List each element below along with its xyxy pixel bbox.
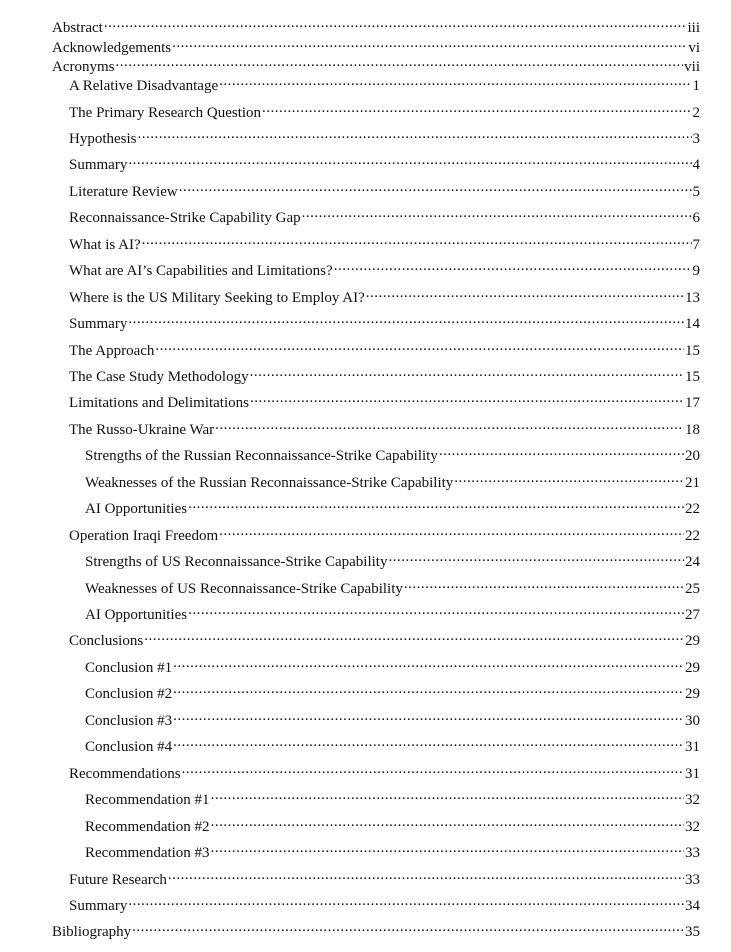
toc-entry[interactable] <box>69 176 700 200</box>
toc-entry[interactable] <box>69 308 700 332</box>
toc-entry[interactable] <box>69 229 700 253</box>
toc-entry[interactable] <box>69 202 700 227</box>
toc-entry-title: Conclusion #1 <box>85 659 173 676</box>
toc-entry-page-number: 4 <box>692 157 700 174</box>
toc-entry-page-number: 32 <box>685 818 700 835</box>
dot-leader <box>334 255 692 275</box>
toc-entry-title: Bibliography <box>52 924 132 941</box>
toc-entry[interactable] <box>69 414 700 438</box>
toc-entry[interactable] <box>85 811 700 835</box>
toc-entry[interactable] <box>85 731 700 756</box>
toc-entry-page-number: 13 <box>685 289 700 306</box>
toc-entry-title: What are AI’s Capabilities and Limitations? <box>69 263 333 280</box>
dot-leader <box>219 520 684 540</box>
dot-leader <box>155 335 684 355</box>
toc-entry[interactable] <box>85 652 700 676</box>
toc-entry-page-number: 22 <box>685 527 700 544</box>
dot-leader <box>179 176 692 196</box>
toc-entry-page-number: iii <box>687 20 700 36</box>
toc-entry[interactable] <box>69 255 700 280</box>
toc-entry-title: Future Research <box>69 871 167 888</box>
dot-leader <box>128 308 684 328</box>
dot-leader <box>439 440 684 460</box>
dot-leader <box>302 202 692 222</box>
toc-entry[interactable] <box>85 467 700 491</box>
toc-entry[interactable] <box>69 282 700 306</box>
toc-entry-title: Hypothesis <box>69 130 137 147</box>
toc-entry[interactable] <box>85 784 700 809</box>
toc-entry-title: The Russo-Ukraine War <box>69 421 215 438</box>
toc-entry-page-number: 33 <box>685 845 700 861</box>
toc-entry[interactable] <box>85 678 700 703</box>
toc-entry-title: Recommendation #1 <box>85 792 210 809</box>
toc-entry-title: Conclusion #4 <box>85 739 173 756</box>
toc-entry-page-number: 29 <box>685 659 700 676</box>
toc-entry[interactable] <box>69 758 700 782</box>
toc-entry[interactable] <box>69 97 700 121</box>
toc-entry[interactable] <box>85 837 700 861</box>
dot-leader <box>172 32 687 52</box>
dot-leader <box>188 599 684 619</box>
dot-leader <box>182 758 684 778</box>
dot-leader <box>366 282 684 302</box>
toc-entry-title: The Approach <box>69 342 155 359</box>
toc-entry[interactable] <box>69 520 700 544</box>
dot-leader <box>250 387 684 407</box>
toc-entry-page-number: 15 <box>685 368 700 385</box>
toc-entry[interactable] <box>69 625 700 650</box>
toc-entry[interactable] <box>52 12 700 36</box>
toc-entry[interactable] <box>69 149 700 174</box>
toc-entry-title: Conclusion #2 <box>85 686 173 703</box>
toc-entry-title: Strengths of the Russian Reconnaissance-Strike Capability <box>85 448 438 465</box>
toc-entry[interactable] <box>85 546 700 571</box>
toc-entry-page-number: 32 <box>685 792 700 809</box>
toc-entry[interactable] <box>69 123 700 147</box>
toc-entry[interactable] <box>69 361 700 385</box>
dot-leader <box>404 573 684 593</box>
dot-leader <box>144 625 684 645</box>
toc-entry[interactable] <box>69 335 700 359</box>
dot-leader <box>104 12 687 32</box>
dot-leader <box>116 51 684 71</box>
toc-entry-page-number: vii <box>684 59 700 75</box>
toc-entry-title: Literature Review <box>69 183 178 200</box>
toc-entry-title: Strengths of US Reconnaissance-Strike Capability <box>85 554 388 571</box>
toc-entry-page-number: 21 <box>685 474 700 491</box>
toc-entry-page-number: 3 <box>692 130 700 147</box>
toc-entry-page-number: 22 <box>685 501 700 518</box>
toc-entry-title: Operation Iraqi Freedom <box>69 527 219 544</box>
toc-entry[interactable] <box>52 32 700 56</box>
toc-entry[interactable] <box>52 916 700 941</box>
toc-entry[interactable] <box>85 440 700 465</box>
toc-entry-page-number: 29 <box>685 686 700 703</box>
toc-entry-title: The Primary Research Question <box>69 104 262 121</box>
toc-entry-page-number: 24 <box>685 554 700 571</box>
toc-entry-page-number: 31 <box>685 765 700 782</box>
dot-leader <box>211 837 684 857</box>
toc-entry-title: Conclusion #3 <box>85 712 173 729</box>
toc-entry-page-number: 35 <box>685 924 700 941</box>
toc-entry[interactable] <box>85 493 700 518</box>
toc-entry-title: AI Opportunities <box>85 501 188 518</box>
toc-entry-title: Weaknesses of the Russian Reconnaissance-Strike Capability <box>85 474 454 491</box>
toc-entry-title: Conclusions <box>69 633 144 650</box>
toc-entry-page-number: 27 <box>685 607 700 623</box>
toc-entry-page-number: 31 <box>685 739 700 756</box>
toc-entry[interactable] <box>69 70 700 94</box>
toc-entry-page-number: 2 <box>692 104 700 121</box>
toc-entry-page-number: 34 <box>685 897 700 914</box>
toc-entry-page-number: 17 <box>685 395 700 412</box>
toc-entry-title: Summary <box>69 316 128 332</box>
dot-leader <box>132 916 684 936</box>
toc-entry-page-number: 29 <box>685 633 700 650</box>
toc-entry-page-number: 9 <box>692 263 700 280</box>
toc-entry[interactable] <box>69 864 700 888</box>
dot-leader <box>250 361 684 381</box>
dot-leader <box>173 705 684 725</box>
dot-leader <box>128 890 684 910</box>
toc-entry-title: Reconnaissance-Strike Capability Gap <box>69 210 301 227</box>
toc-entry-title: What is AI? <box>69 236 141 253</box>
toc-entry[interactable] <box>85 573 700 597</box>
toc-entry[interactable] <box>52 51 700 75</box>
toc-entry-title: Limitations and Delimitations <box>69 395 249 412</box>
toc-entry-page-number: vi <box>688 40 700 56</box>
dot-leader <box>168 864 684 884</box>
toc-entry-title: Where is the US Military Seeking to Employ AI? <box>69 289 365 306</box>
toc-entry-title: Recommendation #3 <box>85 845 210 861</box>
toc-entry-title: Recommendations <box>69 765 181 782</box>
dot-leader <box>173 678 684 698</box>
dot-leader <box>188 493 684 513</box>
dot-leader <box>215 414 684 434</box>
dot-leader <box>128 149 691 169</box>
toc-entry-title: Acknowledgements <box>52 40 172 56</box>
toc-entry-title: Recommendation #2 <box>85 818 210 835</box>
dot-leader <box>173 731 684 751</box>
toc-entry-title: Acronyms <box>52 59 115 75</box>
dot-leader <box>262 97 691 117</box>
toc-entry-page-number: 30 <box>685 712 700 729</box>
dot-leader <box>388 546 684 566</box>
dot-leader <box>219 70 691 90</box>
toc-entry-title: Weaknesses of US Reconnaissance-Strike Capability <box>85 580 403 597</box>
toc-entry-title: Summary <box>69 897 128 914</box>
toc-entry-title: Abstract <box>52 20 103 36</box>
toc-entry-page-number: 20 <box>685 448 700 465</box>
toc-entry-page-number: 25 <box>685 580 700 597</box>
toc-entry[interactable] <box>85 705 700 729</box>
toc-entry-title: Summary <box>69 157 128 174</box>
dot-leader <box>211 811 684 831</box>
toc-entry-page-number: 5 <box>692 183 700 200</box>
dot-leader <box>138 123 692 143</box>
toc-entry-page-number: 6 <box>692 210 700 227</box>
toc-entry-title: A Relative Disadvantage <box>69 78 219 94</box>
toc-entry[interactable] <box>85 599 700 623</box>
dot-leader <box>173 652 684 672</box>
toc-entry[interactable] <box>69 890 700 914</box>
dot-leader <box>454 467 684 487</box>
toc-entry-page-number: 18 <box>685 421 700 438</box>
toc-entry[interactable] <box>69 387 700 412</box>
toc-entry-title: The Case Study Methodology <box>69 368 249 385</box>
toc-entry-page-number: 14 <box>685 316 700 332</box>
toc-entry-page-number: 7 <box>692 236 700 253</box>
dot-leader <box>142 229 692 249</box>
toc-entry-title: AI Opportunities <box>85 607 188 623</box>
dot-leader <box>211 784 684 804</box>
toc-entry-page-number: 33 <box>685 871 700 888</box>
toc-entry-page-number: 15 <box>685 342 700 359</box>
toc-entry-page-number: 1 <box>692 78 700 94</box>
